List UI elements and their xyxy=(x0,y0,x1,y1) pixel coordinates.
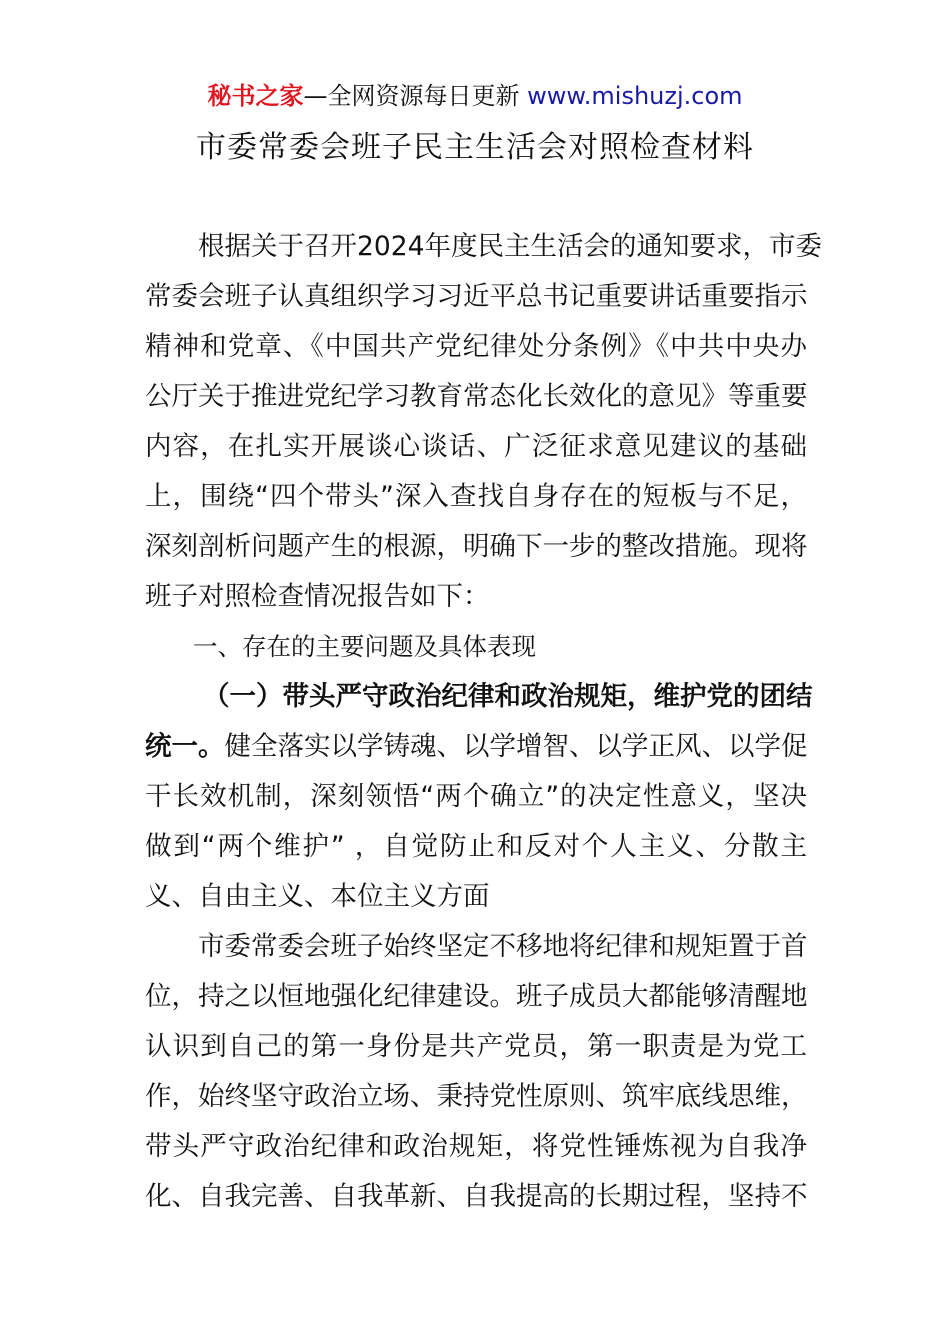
paragraph-line: 化、自我完善、自我革新、自我提高的长期过程，坚持不 xyxy=(145,1181,808,1212)
banner-slogan: —全网资源每日更新 xyxy=(303,82,520,110)
paragraph-line: 带头严守政治纪律和政治规矩，将党性锤炼视为自我净 xyxy=(145,1131,807,1162)
paragraph-line: 认识到自己的第一身份是共产党员，第一职责是为党工 xyxy=(145,1031,807,1062)
paragraph-line: 根据关于召开2024年度民主生活会的通知要求，市委 xyxy=(198,231,822,262)
paragraph-line: 公厅关于推进党纪学习教育常态化长效化的意见》等重要 xyxy=(145,381,808,412)
paragraph-line: 做到“两个维护” ，自觉防止和反对个人主义、分散主 xyxy=(145,831,807,862)
paragraph-line: 作，始终坚守政治立场、秉持党性原则、筑牢底线思维， xyxy=(145,1081,808,1112)
paragraph-line: 内容，在扎实开展谈心谈话、广泛征求意见建议的基础 xyxy=(145,431,807,462)
paragraph-text: 健全落实以学铸魂、以学增智、以学正风、以学促 xyxy=(224,731,808,762)
site-url-link[interactable]: www.mishuzj.com xyxy=(527,82,743,110)
paragraph-line: 班子对照检查情况报告如下： xyxy=(145,581,490,612)
site-banner xyxy=(0,80,950,112)
paragraph-line xyxy=(145,722,807,772)
paragraph-line: 常委会班子认真组织学习习近平总书记重要讲话重要指示 xyxy=(145,281,808,312)
paragraph-line: 上，围绕“四个带头”深入查找自身存在的短板与不足， xyxy=(145,481,807,512)
paragraph-line: 深刻剖析问题产生的根源，明确下一步的整改措施。现将 xyxy=(145,531,808,562)
paragraph-line: 义、自由主义、本位主义方面 xyxy=(145,881,490,912)
subsection-heading: （一）带头严守政治纪律和政治规矩，维护党的团结 xyxy=(203,681,813,712)
subsection-heading-end: 统一。 xyxy=(145,731,225,762)
paragraph-line: 精神和党章、《中国共产党纪律处分条例》《中共中央办 xyxy=(145,331,807,362)
paragraph-line: 市委常委会班子始终坚定不移地将纪律和规矩置于首 xyxy=(198,931,808,962)
paragraph-line: 干长效机制，深刻领悟“两个确立”的决定性意义，坚决 xyxy=(145,781,807,812)
document-body xyxy=(145,222,822,1222)
document-title: 市委常委会班子民主生活会对照检查材料 xyxy=(196,130,754,165)
paragraph-line: 位，持之以恒地强化纪律建设。班子成员大都能够清醒地 xyxy=(145,981,808,1012)
brand-name: 秘书之家 xyxy=(207,82,304,110)
section-heading: 一、存在的主要问题及具体表现 xyxy=(193,632,536,661)
